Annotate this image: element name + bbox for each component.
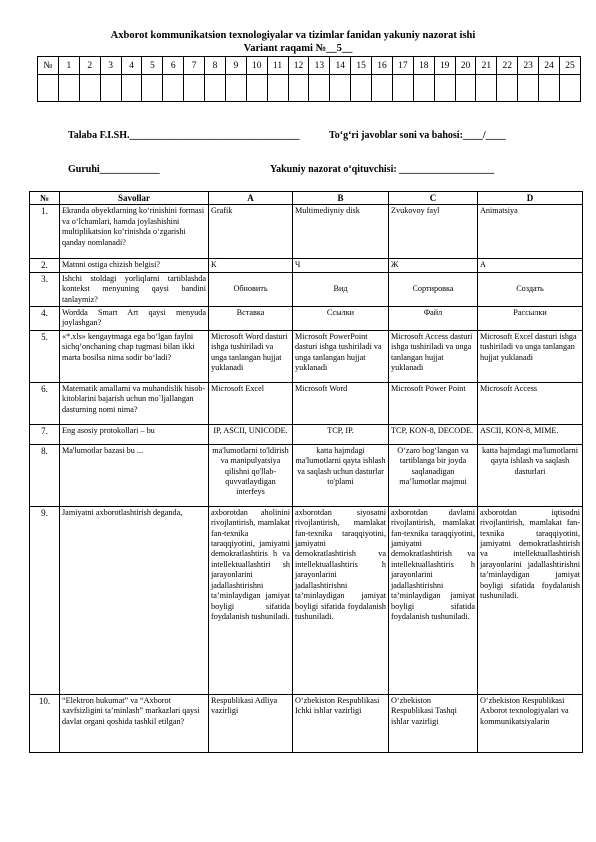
option-d-cell: Создать [478, 272, 583, 306]
question-row [30, 205, 583, 259]
question-row [30, 694, 583, 752]
question-text: Ekranda obyektlarning ko‘rinishini formasi va o‘lchamlari, hamda joylashishini multiplikatsion ko‘rinishda o‘zgarishi qanday nomlanadi? [60, 205, 209, 259]
option-d-cell: O‘zbekiston Respublikasi Axborot texnologiyalari va kommunikatsiyalarin [478, 694, 583, 752]
answer-grid-answer-cell[interactable] [372, 75, 393, 102]
answer-grid-answer-cell[interactable] [184, 75, 205, 102]
question-text: Ma'lumotlar bazasi bu ... [60, 444, 209, 506]
option-a-cell: Microsoft Excel [209, 382, 293, 424]
answer-grid-number: 18 [413, 57, 434, 75]
answer-grid-answer-cell[interactable] [121, 75, 142, 102]
option-b-cell: Ссылки [293, 307, 389, 331]
answer-grid-answer-cell[interactable] [163, 75, 184, 102]
score-field: To‘g‘ri javoblar soni va bahosi:____/____ [329, 130, 506, 141]
question-row [30, 382, 583, 424]
answer-grid-answer-cell[interactable] [351, 75, 372, 102]
answer-grid-number: 21 [476, 57, 497, 75]
question-number: 3. [30, 272, 60, 306]
answer-grid-number: 16 [372, 57, 393, 75]
header-option-a: A [209, 192, 293, 205]
student-name-field: Talaba F.I.SH.__________________________________ [68, 130, 300, 141]
question-number: 5. [30, 330, 60, 382]
answer-grid-number-row [38, 57, 581, 75]
option-b-cell: Microsoft PowerPoint dasturi ishga tushiriladi va unga tanlangan hujjat yuklanadi [293, 330, 389, 382]
questions-table-header [30, 192, 583, 205]
option-a-cell: Вставка [209, 307, 293, 331]
option-b-cell: Ч [293, 259, 389, 272]
question-row [30, 506, 583, 694]
question-text: Jamiyatni axborotlashtirish deganda, [60, 506, 209, 694]
option-c-cell: axborotdan davlatni rivojlantirish, mamlakat fan-texnika taraqqiyotini, jamiyatni demokratlashtirish va intellektuallashtiris h jarayonlarini jadallashtirishni ta’minlaydigan jamiyat boyligi sifatida foydalanish tushuniladi. [389, 506, 478, 694]
answer-grid-number: 23 [518, 57, 539, 75]
option-b-cell: katta hajmdagi ma'lumotlarni qayta ishlash va saqlash uchun dasturlar to'plami [293, 444, 389, 506]
header-number: № [30, 192, 60, 205]
answer-grid-answer-cell[interactable] [476, 75, 497, 102]
teacher-field: Yakuniy nazorat o‘qituvchisi: ___________________ [270, 164, 495, 175]
answer-grid-number: 9 [225, 57, 246, 75]
option-a-cell: К [209, 259, 293, 272]
answer-grid-number: 22 [497, 57, 518, 75]
answer-grid-answer-cell[interactable] [100, 75, 121, 102]
answer-grid-number: 5 [142, 57, 163, 75]
question-text: Matematik amallarni va muhandislik hisob-kitoblarini bajarish uchun mo`ljallangan dasturning nomi nima? [60, 382, 209, 424]
answer-grid-answer-cell[interactable] [309, 75, 330, 102]
option-b-cell: TCP, IP. [293, 424, 389, 444]
answer-grid-answer-cell[interactable] [79, 75, 100, 102]
question-row [30, 444, 583, 506]
answer-grid [37, 56, 581, 102]
answer-grid-number: 20 [455, 57, 476, 75]
answer-grid-answer-cell[interactable] [246, 75, 267, 102]
option-c-cell: Файл [389, 307, 478, 331]
answer-grid-number: 1 [58, 57, 79, 75]
option-b-cell: Вид [293, 272, 389, 306]
option-d-cell: axborotdan iqtisodni rivojlantirish, mamlakat fan-texnika taraqqiyotini, jamiyatni demokratlashtirish va intellektuallashtirish jarayonlarini jadallashtirishni ta’minlaydigan jamiyat boyligi sifatida foydalanish tushuniladi. [478, 506, 583, 694]
option-c-cell: O‘zbekiston Respublikasi Tashqi ishlar vazirligi [389, 694, 478, 752]
question-row [30, 307, 583, 331]
answer-grid-answer-cell[interactable] [225, 75, 246, 102]
option-d-cell: Рассылки [478, 307, 583, 331]
answer-grid-answer-cell[interactable] [559, 75, 580, 102]
header-questions: Savollar [60, 192, 209, 205]
option-c-cell: Microsoft Power Point [389, 382, 478, 424]
option-a-cell: IP, ASCII, UNICODE. [209, 424, 293, 444]
group-field: Guruhi____________ [68, 164, 160, 175]
question-text: «*.xls» kengaytmaga ega bo‘lgan faylni sichq’onchaning chap tugmasi bilan ikki marta bosilsa nima sodir bo‘ladi? [60, 330, 209, 382]
option-b-cell: Multimediyniy disk [293, 205, 389, 259]
answer-grid-answer-cell[interactable] [392, 75, 413, 102]
option-a-cell: Обновить [209, 272, 293, 306]
answer-grid-answer-cell[interactable] [539, 75, 560, 102]
option-a-cell: Microsoft Word dasturi ishga tushiriladi va unga tanlangan hujjat yuklanadi [209, 330, 293, 382]
answer-grid-number: 10 [246, 57, 267, 75]
answer-grid-number: 3 [100, 57, 121, 75]
option-c-cell: O‘zaro bog‘langan va tartiblanga bir joyda saqlanadigan ma’lumotlar majmui [389, 444, 478, 506]
question-text: Eng asosiy protokollari – bu [60, 424, 209, 444]
variant-number: Variant raqami №__5__ [243, 43, 353, 54]
question-number: 2. [30, 259, 60, 272]
answer-grid-answer-cell[interactable] [58, 75, 79, 102]
answer-grid-answer-cell[interactable] [497, 75, 518, 102]
answer-grid-number: 25 [559, 57, 580, 75]
option-d-cell: katta hajmdagi ma'lumotlarni qayta ishlash va saqlash dasturlari [478, 444, 583, 506]
questions-table [29, 191, 583, 753]
option-a-cell: Respublikasi Adliya vazirligi [209, 694, 293, 752]
question-number: 7. [30, 424, 60, 444]
option-a-cell: axborotdan aholinini rivojlantirish, mamlakat fan-texnika taraqqiyotini, jamiyatni demokratlashtiris h va intellektuallashtiri sh jarayonlarini jadallashtirishni ta’minlaydigan jamiyat boyligi sifatida foydalanish tushuniladi. [209, 506, 293, 694]
answer-grid-number: 13 [309, 57, 330, 75]
answer-grid-number: 17 [392, 57, 413, 75]
answer-grid-number: 4 [121, 57, 142, 75]
option-a-cell: ma'lumotlarni to'ldirish va manipulyatsiya qilishni qo'llab-quvvatlaydigan interfeys [209, 444, 293, 506]
option-d-cell: ASCII, KON-8, MIME. [478, 424, 583, 444]
question-number: 8. [30, 444, 60, 506]
answer-grid-number: 14 [330, 57, 351, 75]
answer-grid-number: 19 [434, 57, 455, 75]
question-text: Ishchi stoldagi yorliqlarni tartiblashda kontekst menyuning qaysi bandini tanlaymiz? [60, 272, 209, 306]
option-c-cell: TCP, KON-8, DECODE. [389, 424, 478, 444]
answer-grid-answer-cell[interactable] [142, 75, 163, 102]
option-b-cell: O‘zbekiston Respublikasi Ichki ishlar vazirligi [293, 694, 389, 752]
answer-grid-number: 24 [539, 57, 560, 75]
answer-grid-number: 12 [288, 57, 309, 75]
header-option-d: D [478, 192, 583, 205]
answer-grid-number: 6 [163, 57, 184, 75]
header-option-c: C [389, 192, 478, 205]
option-c-cell: Сортировка [389, 272, 478, 306]
option-d-cell: Animatsiya [478, 205, 583, 259]
question-number: 1. [30, 205, 60, 259]
answer-grid-answer-cell[interactable] [455, 75, 476, 102]
question-row [30, 424, 583, 444]
document-title: Axborot kommunikatsion texnologiyalar va tizimlar fanidan yakuniy nazorat ishi [110, 30, 476, 41]
answer-grid-answer-cell[interactable] [518, 75, 539, 102]
answer-grid-number: 7 [184, 57, 205, 75]
answer-grid-answer-row [38, 75, 581, 102]
answer-grid-answer-cell [38, 75, 59, 102]
option-b-cell: axborotdan siyosatni rivojlantirish, mamlakat fan-texnika taraqqiyotini, jamiyatni demokratlashtirish va intellektuallashtiris h jarayonlarini jadallashtirishni ta’minlaydigan jamiyat boyligi sifatida foydalanish tushuniladi. [293, 506, 389, 694]
answer-grid-answer-cell[interactable] [205, 75, 226, 102]
question-number: 6. [30, 382, 60, 424]
question-row [30, 272, 583, 306]
option-d-cell: Microsoft Access [478, 382, 583, 424]
question-number: 4. [30, 307, 60, 331]
question-text: Wordda Smart Art qaysi menyuda joylashgan? [60, 307, 209, 331]
question-row [30, 330, 583, 382]
option-a-cell: Grafik [209, 205, 293, 259]
question-number: 9. [30, 506, 60, 694]
option-c-cell: Zvukovoy fayl [389, 205, 478, 259]
answer-grid-number: 15 [351, 57, 372, 75]
answer-grid-number: 11 [267, 57, 288, 75]
question-text: “Elektron hukumat” va “Axborot xavfsizligini ta’minlash” markazlari qaysi davlat organi qoshida tashkil etilgan? [60, 694, 209, 752]
answer-grid-answer-cell[interactable] [413, 75, 434, 102]
answer-grid-answer-cell[interactable] [288, 75, 309, 102]
option-d-cell: А [478, 259, 583, 272]
option-c-cell: Ж [389, 259, 478, 272]
header-option-b: B [293, 192, 389, 205]
option-b-cell: Microsoft Word [293, 382, 389, 424]
answer-grid-number-header: № [38, 57, 59, 75]
option-d-cell: Microsoft Excel dasturi ishga tushiriladi va unga tanlangan hujjat yuklanadi [478, 330, 583, 382]
option-c-cell: Microsoft Access dasturi ishga tushiriladi va unga tanlangan hujjat yuklanadi [389, 330, 478, 382]
question-text: Matnni ostiga chizish belgisi? [60, 259, 209, 272]
answer-grid-answer-cell[interactable] [330, 75, 351, 102]
question-row [30, 259, 583, 272]
answer-grid-number: 2 [79, 57, 100, 75]
question-number: 10. [30, 694, 60, 752]
answer-grid-answer-cell[interactable] [434, 75, 455, 102]
answer-grid-answer-cell[interactable] [267, 75, 288, 102]
answer-grid-number: 8 [205, 57, 226, 75]
